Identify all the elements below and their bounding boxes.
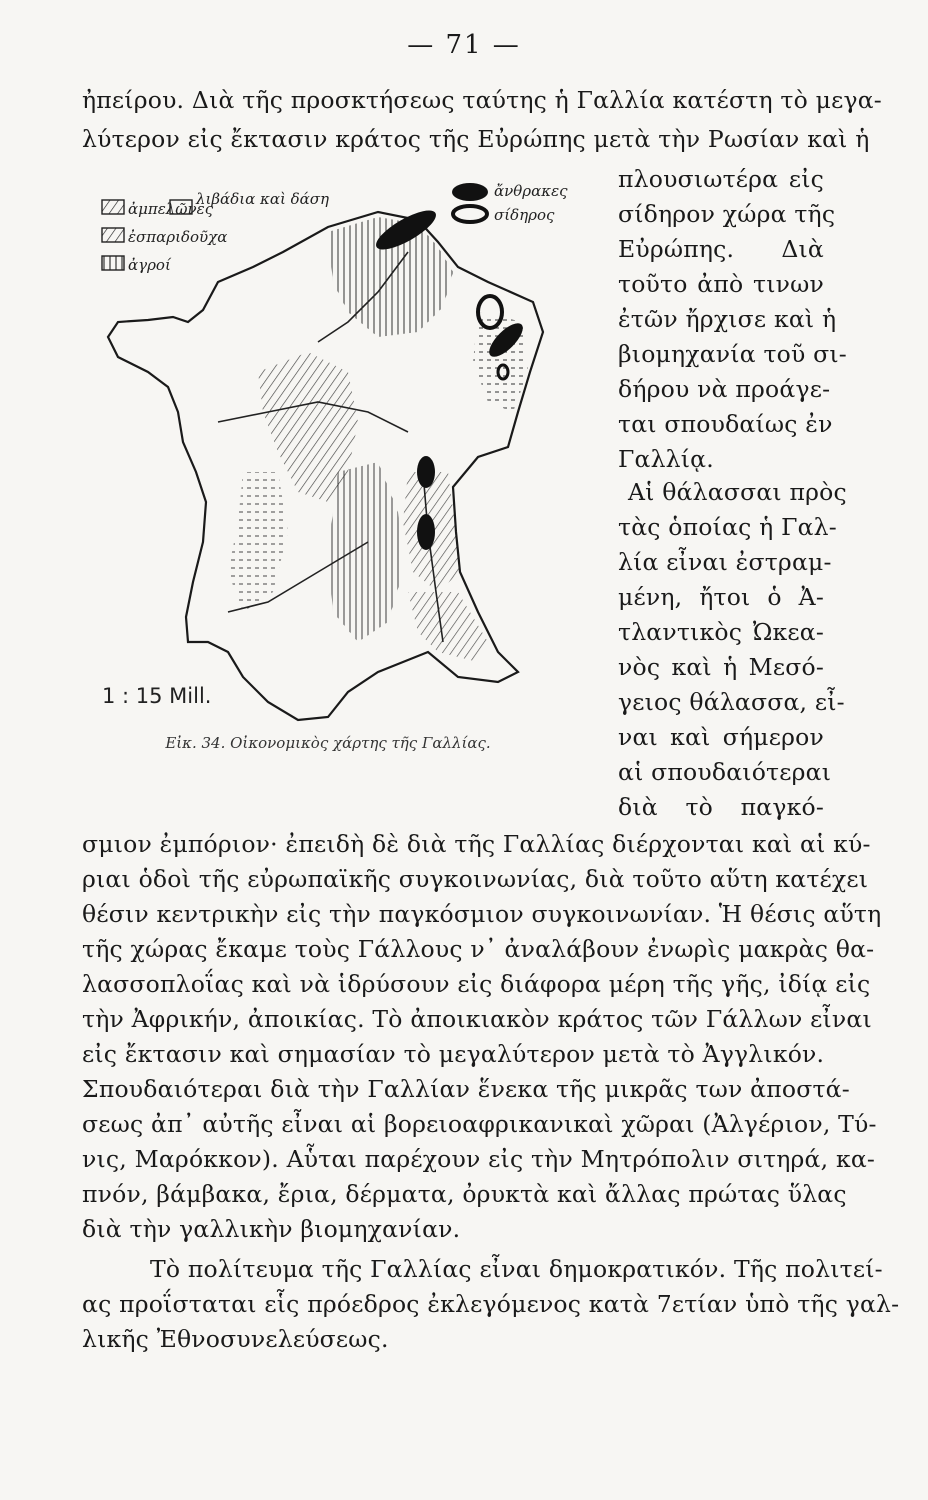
- legend-iron-swatch: [453, 206, 487, 222]
- side-text-line: πλουσιωτέρα εἰς: [618, 165, 824, 193]
- text-line: τὴν Ἀφρικήν, ἀποικίας. Τὸ ἀποικιακὸν κράτος τῶν Γάλλων εἶναι: [82, 1005, 872, 1033]
- text-line: ριαι ὁδοὶ τῆς εὐρωπαϊκῆς συγκοινωνίας, διὰ τοῦτο αὕτη κατέχει: [82, 865, 869, 893]
- side-text-line: ἐτῶν ἤρχισε καὶ ἡ: [618, 305, 837, 333]
- legend-fields-swatch: [102, 256, 124, 270]
- side-text-line: αἱ σπουδαιότεραι: [618, 758, 832, 786]
- text-line: Σπουδαιότεραι διὰ τὴν Γαλλίαν ἕνεκα τῆς μικρᾶς των ἀποστά-: [82, 1075, 850, 1103]
- figure-caption: Εἰκ. 34. Οἰκονομικὸς χάρτης τῆς Γαλλίας.: [165, 734, 491, 752]
- legend-grain-label: ἐσπαριδοῦχα: [128, 228, 228, 246]
- text-line: διὰ τὴν γαλλικὴν βιομηχανίαν.: [82, 1215, 461, 1243]
- side-text-line: διὰ τὸ παγκό-: [618, 793, 824, 821]
- text-line: σμιον ἐμπόριον· ἐπειδὴ δὲ διὰ τῆς Γαλλίας διέρχονται καὶ αἱ κύ-: [82, 830, 871, 858]
- legend-coal-label: ἄνθρακες: [494, 182, 568, 200]
- side-text-line: Εὐρώπης. Διὰ: [618, 235, 824, 263]
- text-line: ἠπείρου. Διὰ τῆς προσκτήσεως ταύτης ἡ Γαλλία κατέστη τὸ μεγα-: [82, 86, 882, 114]
- text-line: εἰς ἔκτασιν καὶ σημασίαν τὸ μεγαλύτερον μετὰ τὸ Ἀγγλικόν.: [82, 1040, 825, 1068]
- side-text-line: δήρου νὰ προάγε-: [618, 375, 831, 403]
- coal-deposit-south: [417, 514, 435, 550]
- economic-map-figure: [78, 172, 608, 752]
- side-text-line: Αἱ θάλασσαι πρὸς: [628, 478, 847, 506]
- legend-fields-label: ἀγροί: [128, 256, 171, 274]
- text-line: Τὸ πολίτευμα τῆς Γαλλίας εἶναι δημοκρατικόν. Τῆς πολιτεί-: [150, 1255, 883, 1283]
- side-text-line: Γαλλίᾳ.: [618, 445, 714, 473]
- text-line: πνόν, βάμβακα, ἔρια, δέρματα, ὀρυκτὰ καὶ ἄλλας πρώτας ὕλας: [82, 1180, 847, 1208]
- side-text-line: μένη, ἤτοι ὁ Ἀ-: [618, 583, 824, 611]
- text-line: θέσιν κεντρικὴν εἰς τὴν παγκόσμιον συγκοινωνίαν. Ἡ θέσις αὕτη: [82, 900, 882, 928]
- side-text-line: βιομηχανία τοῦ σι-: [618, 340, 847, 368]
- text-line: τῆς χώρας ἔκαμε τοὺς Γάλλους ν᾽ ἀναλάβουν ἐνωρὶς μακρὰς θα-: [82, 935, 875, 963]
- text-line: νις, Μαρόκκον). Αὗται παρέχουν εἰς τὴν Μητρόπολιν σιτηρά, κα-: [82, 1145, 876, 1173]
- legend-meadows-label: λιβάδια καὶ δάση: [196, 190, 330, 208]
- side-text-line: ναι καὶ σήμερον: [618, 723, 824, 751]
- legend-vineyards-swatch: [102, 200, 124, 214]
- legend-vineyards-label: ἀμπελῶνες: [128, 200, 214, 218]
- map-scale: 1 : 15 Mill.: [102, 684, 212, 708]
- page-number: — 71 —: [407, 30, 521, 60]
- legend-iron-label: σίδηρος: [494, 206, 555, 224]
- text-line: λασσοπλοΐας καὶ νὰ ἱδρύσουν εἰς διάφορα μέρη τῆς γῆς, ἰδίᾳ εἰς: [82, 970, 871, 998]
- side-text-line: ται σπουδαίως ἐν: [618, 410, 833, 438]
- text-line: λικῆς Ἐθνοσυνελεύσεως.: [82, 1325, 389, 1353]
- text-line: σεως ἀπ᾽ αὐτῆς εἶναι αἱ βορειοαφρικανικαὶ χῶραι (Ἀλγέριον, Τύ-: [82, 1110, 877, 1138]
- text-line: λύτερον εἰς ἔκτασιν κράτος τῆς Εὐρώπης μετὰ τὴν Ρωσίαν καὶ ἡ: [82, 125, 870, 153]
- side-text-line: γειος θάλασσα, εἶ-: [618, 688, 845, 716]
- side-text-line: τοῦτο ἀπὸ τινων: [618, 270, 824, 298]
- coal-deposit-center: [417, 456, 435, 488]
- side-text-line: λία εἶναι ἐστραμ-: [618, 548, 832, 576]
- side-text-line: τὰς ὁποίας ἡ Γαλ-: [618, 513, 837, 541]
- legend-grain-swatch: [102, 228, 124, 242]
- side-text-line: σίδηρον χώρα τῆς: [618, 200, 836, 228]
- side-text-line: τλαντικὸς Ὠκεα-: [618, 618, 824, 646]
- text-line: ας προΐσταται εἷς πρόεδρος ἐκλεγόμενος κατὰ 7ετίαν ὑπὸ τῆς γαλ-: [82, 1290, 900, 1318]
- legend-coal-swatch: [452, 183, 488, 201]
- side-text-line: νὸς καὶ ἡ Μεσό-: [618, 653, 824, 681]
